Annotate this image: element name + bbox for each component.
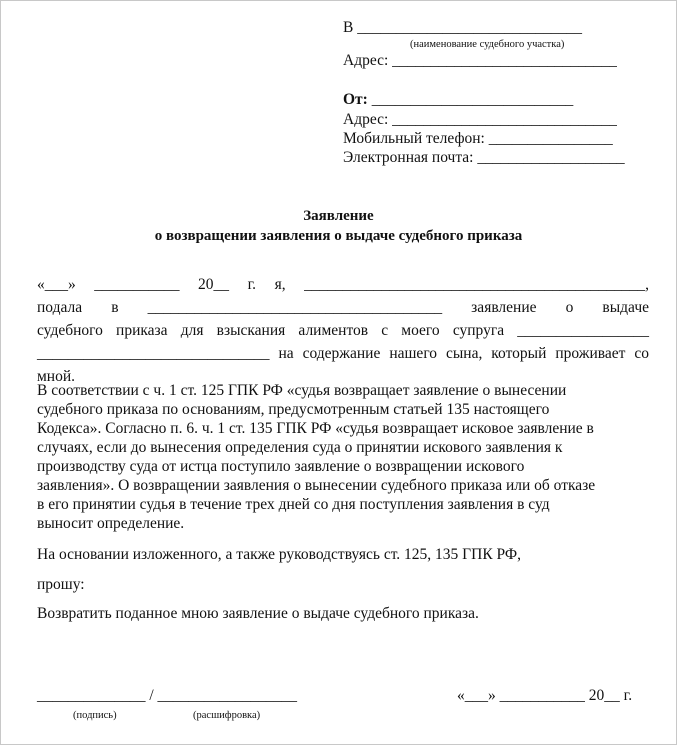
paragraph-request-label: прошу:	[37, 576, 85, 593]
paragraph-line: производству суда от истца поступило заявление о возвращении искового	[37, 458, 525, 475]
recipient-court-line: В _____________________________	[343, 19, 582, 36]
paragraph-grounds: На основании изложенного, а также руководствуясь ст. 125, 135 ГПК РФ,	[37, 546, 522, 563]
paragraph-request: Возвратить поданное мною заявление о выдаче судебного приказа.	[37, 605, 479, 622]
sender-phone-line: Мобильный телефон: ________________	[343, 130, 613, 147]
court-address-line: Адрес: _____________________________	[343, 52, 617, 69]
paragraph-line: судебного приказа по основаниям, предусмотренным статьей 135 настоящего	[37, 401, 550, 418]
paragraph-statement	[37, 273, 649, 388]
document-title: Заявление	[303, 208, 374, 224]
signature-hint: (подпись)	[73, 710, 117, 721]
paragraph-line: случаях, если до вынесения определения суда о принятии искового заявления к	[37, 439, 563, 456]
paragraph-line: Кодекса». Согласно п. 6. ч. 1 ст. 135 ГПК РФ «судья возвращает исковое заявление в	[37, 420, 594, 437]
paragraph-line: «___» ___________ 20__ г. я, ____________________________________________,	[37, 276, 649, 293]
signature-line: ______________ / __________________	[37, 687, 298, 704]
signature-date-line: «___» ___________ 20__ г.	[457, 687, 633, 704]
paragraph-line: заявления». О возвращении заявления о вынесении судебного приказа или об отказе	[37, 477, 596, 494]
court-name-hint: (наименование судебного участка)	[410, 39, 565, 50]
sender-blank: __________________________	[367, 91, 574, 108]
paragraph-line: В соответствии с ч. 1 ст. 125 ГПК РФ «судья возвращает заявление о вынесении	[37, 382, 567, 399]
paragraph-line: подала в ______________________________________ заявление о выдаче	[37, 299, 649, 316]
paragraph-line: мной.	[37, 368, 76, 385]
sender-address-line: Адрес: _____________________________	[343, 111, 617, 128]
paragraph-line: судебного приказа для взыскания алиментов с моего супруга _________________	[37, 322, 649, 339]
paragraph-line: в его принятии судья в течение трех дней со дня поступления заявления в суд	[37, 496, 550, 513]
sender-email-line: Электронная почта: ___________________	[343, 149, 625, 166]
paragraph-line: выносит определение.	[37, 515, 185, 532]
paragraph-line: ______________________________ на содержание нашего сына, который проживает со	[37, 345, 649, 362]
sender-line	[343, 91, 573, 109]
sender-label: От:	[343, 91, 368, 108]
document-subtitle: о возвращении заявления о выдаче судебного приказа	[154, 228, 523, 244]
decoding-hint: (расшифровка)	[193, 710, 261, 721]
paragraph-legal-basis	[37, 381, 649, 533]
